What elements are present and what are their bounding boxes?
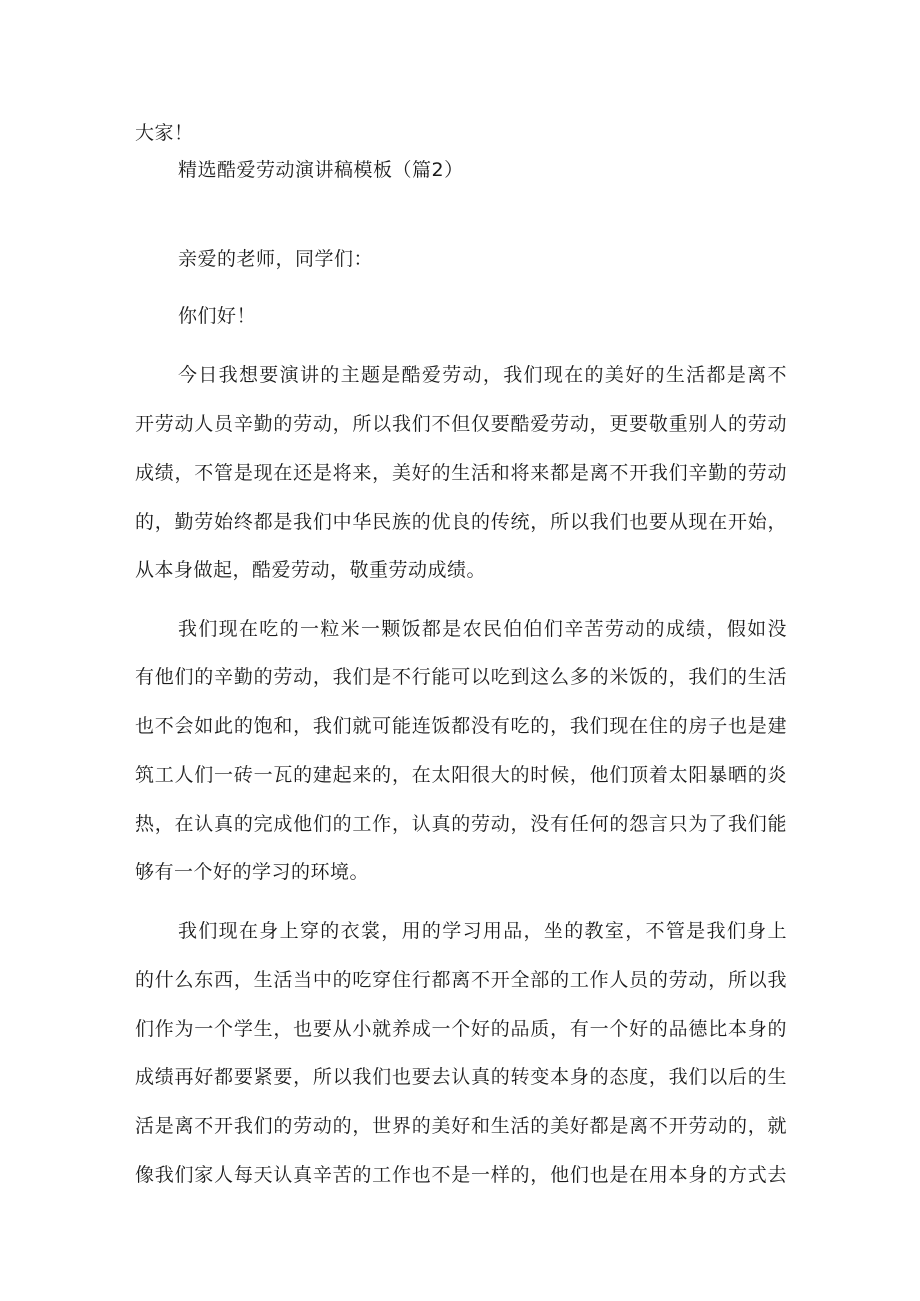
paragraph-3-line-5: 活是离不开我们的劳动的，世界的美好和生活的美好都是离不开劳动的，就 (135, 1115, 787, 1137)
paragraph-3-line-2: 的什么东西，生活当中的吃穿住行都离不开全部的工作人员的劳动，所以我 (135, 969, 787, 991)
paragraph-1-line-5: 从本身做起，酷爱劳动，敬重劳动成绩。 (135, 559, 487, 581)
paragraph-1-line-4: 的，勤劳始终都是我们中华民族的优良的传统，所以我们也要从现在开始， (135, 511, 787, 533)
greeting: 你们好！ (178, 305, 257, 327)
paragraph-1-line-1: 今日我想要演讲的主题是酷爱劳动，我们现在的美好的生活都是离不 (178, 364, 787, 386)
paragraph-2-line-1: 我们现在吃的一粒米一颗饭都是农民伯伯们辛苦劳动的成绩，假如没 (178, 618, 787, 640)
paragraph-3-line-6: 像我们家人每天认真辛苦的工作也不是一样的，他们也是在用本身的方式去 (135, 1164, 787, 1186)
salutation: 亲爱的老师，同学们： (178, 248, 374, 270)
closing-line: 大家！ (135, 122, 194, 144)
paragraph-2-line-6: 够有一个好的学习的环境。 (135, 861, 370, 883)
paragraph-1-line-2: 开劳动人员辛勤的劳动，所以我们不但仅要酷爱劳动，更要敬重别人的劳动 (135, 413, 787, 435)
paragraph-3-line-3: 们作为一个学生，也要从小就养成一个好的品质，有一个好的品德比本身的 (135, 1018, 787, 1040)
paragraph-3-line-1: 我们现在身上穿的衣裳，用的学习用品，坐的教室，不管是我们身上 (178, 920, 787, 942)
paragraph-3-line-4: 成绩再好都要紧要，所以我们也要去认真的转变本身的态度，我们以后的生 (135, 1066, 787, 1088)
paragraph-1-line-3: 成绩，不管是现在还是将来，美好的生活和将来都是离不开我们辛勤的劳动 (135, 462, 787, 484)
section-title: 精选酷爱劳动演讲稿模板（篇2） (178, 159, 464, 181)
paragraph-2-line-3: 也不会如此的饱和，我们就可能连饭都没有吃的，我们现在住的房子也是建 (135, 715, 787, 737)
paragraph-2-line-2: 有他们的辛勤的劳动，我们是不行能可以吃到这么多的米饭的，我们的生活 (135, 666, 787, 688)
paragraph-2-line-4: 筑工人们一砖一瓦的建起来的，在太阳很大的时候，他们顶着太阳暴晒的炎 (135, 764, 787, 786)
paragraph-2-line-5: 热，在认真的完成他们的工作，认真的劳动，没有任何的怨言只为了我们能 (135, 813, 787, 835)
